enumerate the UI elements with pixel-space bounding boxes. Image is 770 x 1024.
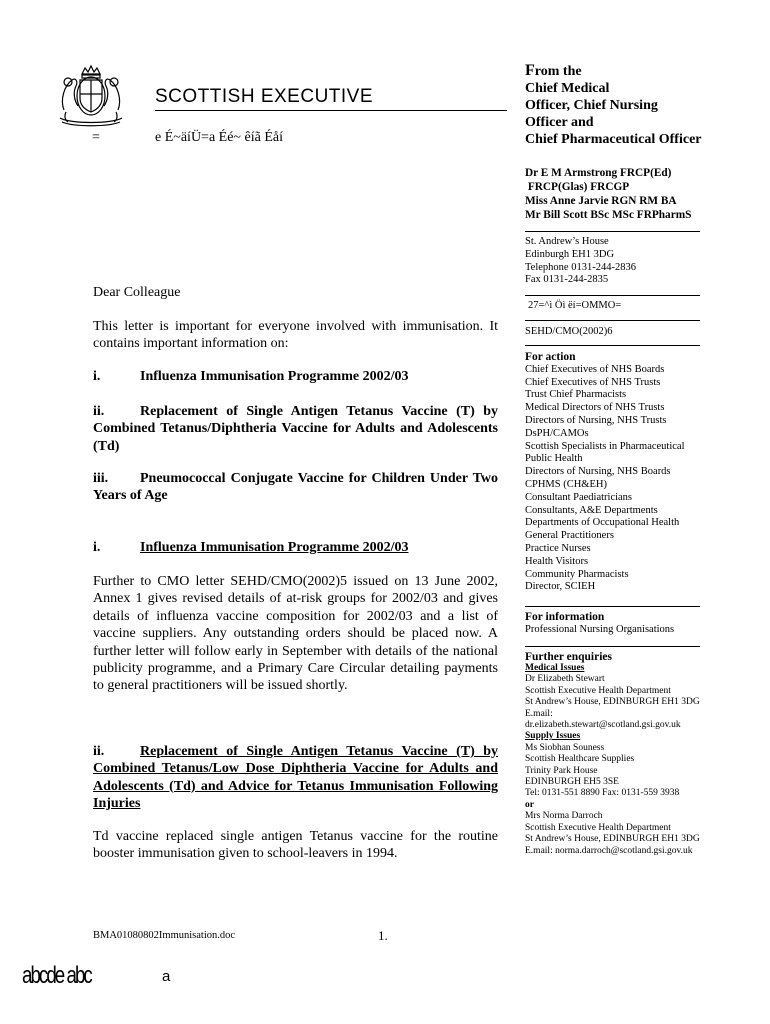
sidebar-divider <box>525 345 700 346</box>
section-heading <box>93 743 498 813</box>
recipient: Scottish Specialists in Pharmaceutical <box>525 440 685 452</box>
letter-date: 27=^ì Öì ëí=OMMO= <box>528 300 622 311</box>
further-enquiries-heading: Further enquiries <box>525 651 612 663</box>
for-information-block <box>525 611 730 637</box>
contact-line: St Andrew’s House, EDINBURGH EH1 3DG <box>525 697 700 708</box>
recipient: Departments of Occupational Health <box>525 517 680 529</box>
contact-line: Scottish Executive Health Department <box>525 822 671 833</box>
section-number: ii. <box>93 744 105 759</box>
letter-reference: SEHD/CMO(2002)6 <box>525 326 613 337</box>
further-enquiries-block <box>525 651 730 857</box>
contact-line: E.mail: <box>525 708 553 719</box>
contents-item-text: Influenza Immunisation Programme 2002/03 <box>140 369 409 384</box>
information-recipient: Professional Nursing Organisations <box>525 623 675 635</box>
medical-issues-heading: Medical Issues <box>525 663 585 673</box>
greeting: Dear Colleague <box>93 285 181 300</box>
recipient: DsPH/CAMOs <box>525 427 589 439</box>
address-line: Fax 0131-244-2835 <box>525 274 609 286</box>
officer: FRCP(Glas) FRCGP <box>525 181 630 193</box>
recipient: Chief Executives of NHS Trusts <box>525 376 661 388</box>
for-information-heading: For information <box>525 611 605 623</box>
contents-item-number: iii. <box>93 471 109 486</box>
recipient: Trust Chief Pharmacists <box>525 389 627 401</box>
from-line: Chief Medical <box>525 81 610 96</box>
recipient: Health Visitors <box>525 555 589 567</box>
intro-paragraph: This letter is important for everyone involved with immunisation. It contains important information on: <box>93 319 498 352</box>
from-line: Chief Pharmaceutical Officer <box>525 132 702 147</box>
organisation-name: SCOTTISH EXECUTIVE <box>155 86 374 107</box>
recipient: Chief Executives of NHS Boards <box>525 363 665 375</box>
officer: Mr Bill Scott BSc MSc FRPharmS <box>525 209 692 221</box>
recipient: Community Pharmacists <box>525 568 629 580</box>
contents-item-text: Replacement of Single Antigen Tetanus Vaccine (T) by Combined Tetanus/Diphtheria Vaccine for Adults and Adolescents (Td) <box>93 404 498 454</box>
section-body: Further to CMO letter SEHD/CMO(2002)5 issued on 13 June 2002, Annex 1 gives revised details of at-risk groups for 2002/03 and gives details of influenza vaccine composition for 2002/03 and a list of vaccine suppliers. Any outstanding orders should be placed now. A further letter will follow early in September with details of the national publicity programme, and a Primary Care Circular detailing payments to general practitioners will be issued shortly. <box>93 574 498 694</box>
contents-item <box>93 403 498 455</box>
contact-line: Dr Elizabeth Stewart <box>525 674 605 685</box>
department-symbol: = <box>92 130 100 145</box>
contact-line: Mrs Norma Darroch <box>525 811 603 822</box>
for-action-heading: For action <box>525 351 576 363</box>
department-name: e É~äíÜ=a Éé~ êíã Éåí <box>155 130 283 145</box>
contents-item <box>93 470 498 505</box>
address-line: Edinburgh EH1 3DG <box>525 248 615 260</box>
from-label: rom the <box>534 64 582 79</box>
section-number: i. <box>93 540 101 555</box>
contents-item-text: Pneumococcal Conjugate Vaccine for Children Under Two Years of Age <box>93 471 498 504</box>
from-block <box>525 62 730 148</box>
contents-item <box>93 368 498 385</box>
contact-line: St Andrew’s House, EDINBURGH EH1 3DG <box>525 834 700 845</box>
supply-issues-heading: Supply Issues <box>525 731 581 742</box>
for-action-block <box>525 351 730 594</box>
recipient: Directors of Nursing, NHS Boards <box>525 466 671 478</box>
officer: Miss Anne Jarvie RGN RM BA <box>525 195 677 207</box>
barcode-text: abcde abc <box>22 962 91 989</box>
officers-list <box>525 166 730 222</box>
section-body: Td vaccine replaced single antigen Tetanus vaccine for the routine booster immunisation given to school-leavers in 1994. <box>93 829 498 862</box>
recipient: Director, SCIEH <box>525 581 596 593</box>
contents-item-number: i. <box>93 369 101 384</box>
sidebar-divider <box>525 606 700 607</box>
sidebar-divider <box>525 320 700 321</box>
sidebar-divider <box>525 646 700 647</box>
contact-line: Tel: 0131-551 8890 Fax: 0131-559 3938 <box>525 788 680 799</box>
contents-item-number: ii. <box>93 404 105 419</box>
contact-line: Trinity Park House <box>525 765 598 776</box>
contact-line: Ms Siobhan Souness <box>525 742 605 753</box>
recipient: Medical Directors of NHS Trusts <box>525 402 665 414</box>
or-label: or <box>525 799 534 810</box>
recipient: Practice Nurses <box>525 542 591 554</box>
recipient: Consultant Paediatricians <box>525 491 633 503</box>
sidebar-divider <box>525 231 700 232</box>
officer: Dr E M Armstrong FRCP(Ed) <box>525 167 672 179</box>
header-rule <box>155 110 507 111</box>
royal-crest-logo <box>52 60 130 130</box>
contact-email[interactable]: dr.elizabeth.stewart@scotland.gsi.gov.uk <box>525 720 681 731</box>
sidebar-divider <box>525 295 700 296</box>
from-line: Officer, Chief Nursing <box>525 98 658 113</box>
recipient: Public Health <box>525 453 583 465</box>
contact-line: Scottish Executive Health Department <box>525 685 671 696</box>
section-heading <box>93 539 498 556</box>
from-line: Officer and <box>525 115 594 130</box>
recipient: Directors of Nursing, NHS Trusts <box>525 414 667 426</box>
recipient: General Practitioners <box>525 530 614 542</box>
barcode-tail: a <box>162 968 171 985</box>
section-title: Influenza Immunisation Programme 2002/03 <box>140 540 409 555</box>
contact-email[interactable]: E.mail: norma.darroch@scotland.gsi.gov.uk <box>525 845 693 856</box>
footer-filename: BMA01080802Immunisation.doc <box>93 930 236 941</box>
address-block <box>525 236 730 287</box>
from-first-letter: F <box>525 62 535 79</box>
page-number: 1. <box>378 928 388 943</box>
recipient: Consultants, A&E Departments <box>525 504 658 516</box>
contact-line: EDINBURGH EH5 3SE <box>525 777 619 788</box>
section-title: Replacement of Single Antigen Tetanus Vaccine (T) by Combined Tetanus/Low Dose Diphtheria Vaccine for Adults and Adolescents (Td) and Advice for Tetanus Immunisation Following Injuries <box>93 744 498 812</box>
contact-line: Scottish Healthcare Supplies <box>525 754 635 765</box>
recipient: CPHMS (CH&EH) <box>525 478 607 490</box>
address-line: Telephone 0131-244-2836 <box>525 261 636 273</box>
address-line: St. Andrew’s House <box>525 236 609 247</box>
